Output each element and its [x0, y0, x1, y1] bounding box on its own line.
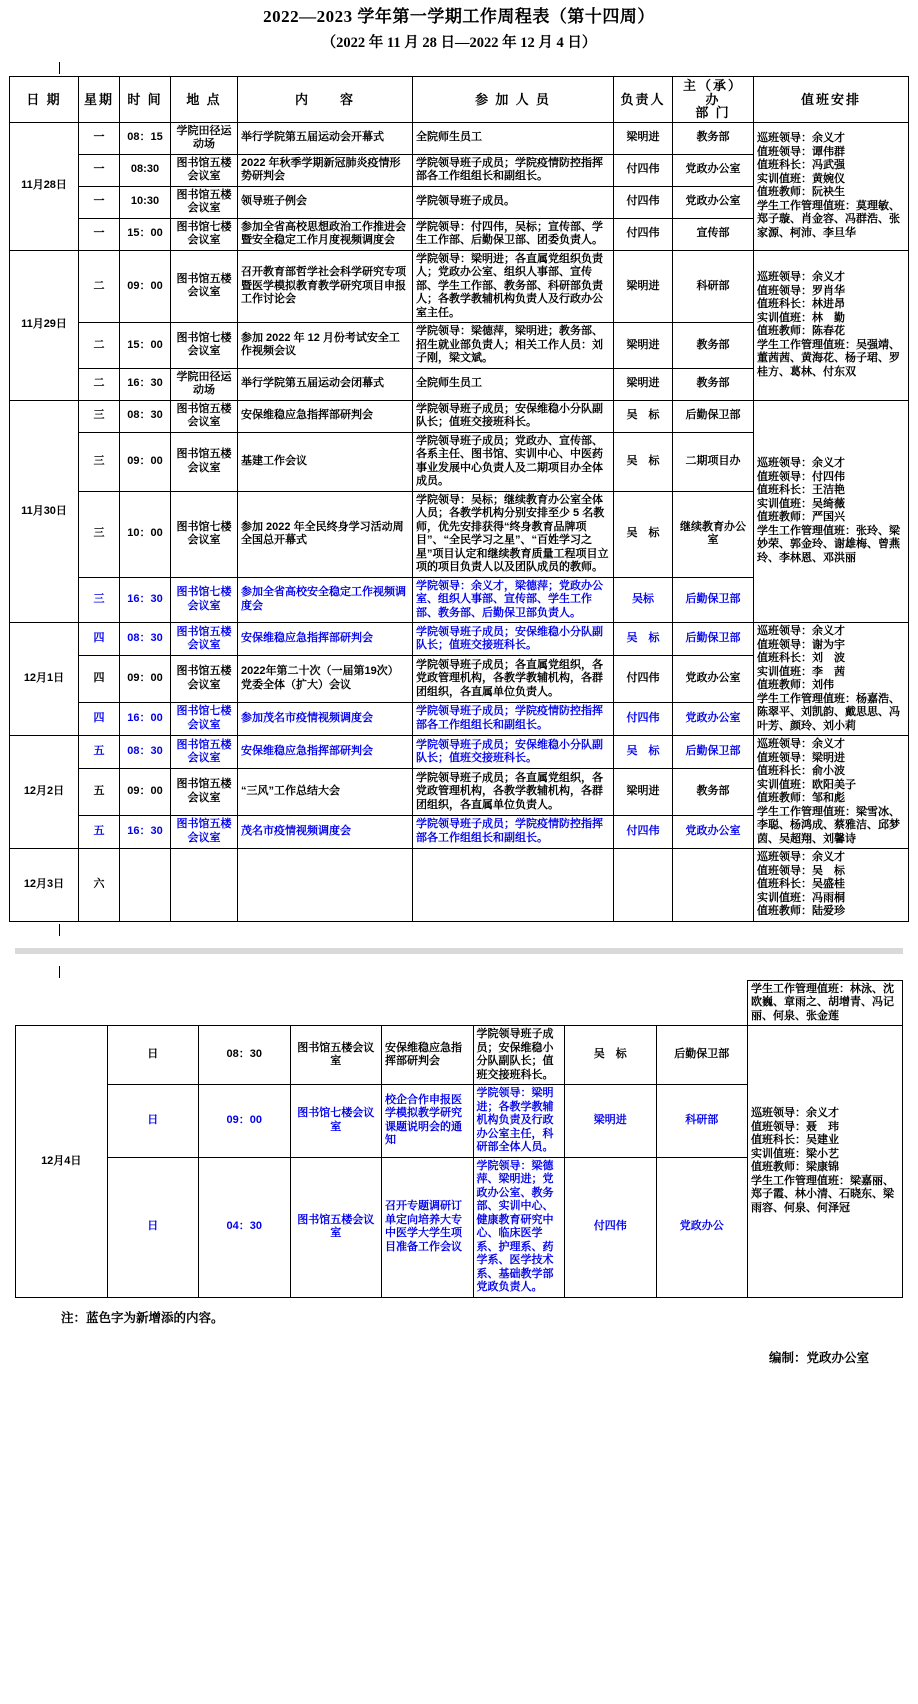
department-cell: 科研部 — [673, 250, 754, 323]
department-cell: 党政办公室 — [673, 815, 754, 848]
date-cell: 12月2日 — [10, 736, 79, 849]
content-cell: 茂名市疫情视频调度会 — [238, 815, 413, 848]
place-cell: 图书馆七楼会议室 — [171, 323, 238, 369]
date-cell: 12月3日 — [10, 849, 79, 922]
content-cell: 安保维稳应急指挥部研判会 — [238, 736, 413, 769]
table-body-part2 — [16, 980, 903, 1297]
responsible-cell: 吴 标 — [614, 400, 673, 432]
department-cell: 党政办公室 — [673, 702, 754, 735]
table-row — [10, 623, 909, 656]
participants-cell: 学院领导班子成员；学院疫情防控指挥部各工作组组长和副组长。 — [413, 702, 614, 735]
content-cell: 参加茂名市疫情视频调度会 — [238, 702, 413, 735]
place-cell: 图书馆五楼会议室 — [171, 736, 238, 769]
place-cell: 图书馆五楼会议室 — [171, 769, 238, 816]
time-cell — [120, 849, 171, 922]
table-row — [10, 736, 909, 769]
time-cell: 09：00 — [120, 769, 171, 816]
date-cell: 11月30日 — [10, 400, 79, 623]
department-cell: 科研部 — [656, 1085, 748, 1158]
table-row — [10, 400, 909, 432]
col-header-time: 时 间 — [120, 77, 171, 123]
participants-cell: 学院领导班子成员；学院疫情防控指挥部各工作组组长和副组长。 — [413, 815, 614, 848]
weekday-cell: 五 — [79, 769, 120, 816]
time-cell: 15：00 — [120, 323, 171, 369]
time-cell: 08:30 — [120, 154, 171, 186]
place-cell: 图书馆五楼会议室 — [171, 623, 238, 656]
content-cell: 召开专题调研订单定向培养大专中医学大学生项目准备工作会议 — [382, 1157, 474, 1297]
time-cell: 08：30 — [199, 1026, 291, 1085]
content-cell: 2022 年秋季学期新冠肺炎疫情形势研判会 — [238, 154, 413, 186]
place-cell — [171, 849, 238, 922]
responsible-cell: 吴标 — [614, 577, 673, 623]
col-header-weekday: 星期 — [79, 77, 120, 123]
participants-cell: 学院领导：余义才，梁德萍；党政办公室、组织人事部、宣传部、学生工作部、教务部、后勤保卫部负责人。 — [413, 577, 614, 623]
time-cell: 04：30 — [199, 1157, 291, 1297]
department-cell: 后勤保卫部 — [673, 736, 754, 769]
col-header-department: 主（承）办 部 门 — [673, 77, 754, 123]
time-cell: 08：30 — [120, 623, 171, 656]
table-row — [16, 1026, 903, 1085]
department-cell: 后勤保卫部 — [673, 400, 754, 432]
department-cell: 党政办公室 — [673, 186, 754, 218]
place-cell: 图书馆五楼会议室 — [171, 432, 238, 491]
responsible-cell: 梁明进 — [614, 250, 673, 323]
time-cell: 16：00 — [120, 702, 171, 735]
top-crop-mark-2 — [15, 966, 903, 980]
content-cell: 参加全省高校安全稳定工作视频调度会 — [238, 577, 413, 623]
weekday-cell: 二 — [79, 368, 120, 400]
time-cell: 15：00 — [120, 218, 171, 250]
responsible-cell: 梁明进 — [614, 769, 673, 816]
time-cell: 08：30 — [120, 400, 171, 432]
place-cell: 图书馆五楼会议室 — [171, 250, 238, 323]
content-cell: 参加 2022 年全民终身学习活动周全国总开幕式 — [238, 491, 413, 577]
responsible-cell: 梁明进 — [614, 323, 673, 369]
duty-cell: 巡班领导：余义才 值班领导：付四伟 值班科长：王洁艳 实训值班：吴绮薇 值班教师：严国兴 学生工作管理值班：张玲、梁妙荣、郭金玲、谢雄梅、曾燕玲、李林恩、邓洪丽 — [754, 400, 909, 623]
date-cell: 12月4日 — [16, 1026, 108, 1298]
page-subtitle: （2022 年 11 月 28 日—2022 年 12 月 4 日） — [321, 35, 597, 51]
top-crop-mark — [15, 62, 903, 76]
footnote: 注：蓝色字为新增添的内容。 — [61, 1310, 224, 1325]
time-cell: 09：00 — [199, 1085, 291, 1158]
participants-cell: 全院师生员工 — [413, 368, 614, 400]
department-cell — [673, 849, 754, 922]
weekday-cell: 日 — [107, 1026, 199, 1085]
weekday-cell: 三 — [79, 432, 120, 491]
duty-cell: 巡班领导：余义才 值班领导：谢为宇 值班科长：刘 波 实训值班：李 茜 值班教师：刘伟 学生工作管理值班：杨嘉浩、陈翠平、刘凯韵、戴思思、冯叶芳、颜玲、刘小莉 — [754, 623, 909, 736]
time-cell: 08：15 — [120, 122, 171, 154]
participants-cell: 学院领导：梁明进；各直属党组织负责人；党政办公室、组织人事部、宣传部、学生工作部、教务部、科研部负责人；各教学教辅机构负责人及行政办公室主任。 — [413, 250, 614, 323]
participants-cell: 学院领导班子成员；各直属党组织，各党政管理机构，各教学教辅机构，各群团组织，各直属单位负责人。 — [413, 656, 614, 703]
department-cell: 宣传部 — [673, 218, 754, 250]
responsible-cell: 付四伟 — [614, 186, 673, 218]
participants-cell: 学院领导班子成员；安保维稳小分队副队长；值班交接班科长。 — [413, 623, 614, 656]
col-header-content: 内 容 — [238, 77, 413, 123]
responsible-cell: 付四伟 — [614, 702, 673, 735]
time-cell: 16：30 — [120, 815, 171, 848]
department-cell: 党政办公室 — [673, 656, 754, 703]
table-body-part1 — [10, 122, 909, 921]
responsible-cell: 梁明进 — [565, 1085, 657, 1158]
department-cell: 后勤保卫部 — [673, 577, 754, 623]
responsible-cell: 付四伟 — [614, 218, 673, 250]
place-cell: 学院田径运动场 — [171, 368, 238, 400]
time-cell: 10：00 — [120, 491, 171, 577]
place-cell: 图书馆五楼会议室 — [171, 154, 238, 186]
responsible-cell: 吴 标 — [614, 736, 673, 769]
content-cell: 领导班子例会 — [238, 186, 413, 218]
content-cell: “三风”工作总结大会 — [238, 769, 413, 816]
weekday-cell: 一 — [79, 154, 120, 186]
editor-credit: 编制：党政办公室 — [768, 1350, 869, 1365]
col-header-place: 地 点 — [171, 77, 238, 123]
duty-cell: 巡班领导：余义才 值班领导：谭伟群 值班科长：冯武强 实训值班：黄婉仪 值班教师：阮袂生 学生工作管理值班：莫理敏、郑子璇、肖金容、冯群浩、张家源、柯沛、李旦华 — [754, 122, 909, 250]
place-cell: 图书馆七楼会议室 — [171, 491, 238, 577]
date-cell: 11月29日 — [10, 250, 79, 400]
weekday-cell: 二 — [79, 323, 120, 369]
carryover-duty-cell: 学生工作管理值班：林泳、沈欧巍、章雨之、胡增青、冯记丽、何泉、张金莲 — [748, 980, 903, 1026]
weekday-cell: 五 — [79, 815, 120, 848]
weekday-cell: 日 — [107, 1085, 199, 1158]
duty-cell: 巡班领导：余义才 值班领导：罗肖华 值班科长：林进昂 实训值班：林 勤 值班教师：陈春花 学生工作管理值班：吴强靖、董茜茜、黄海花、杨子珺、罗桂方、葛林、付东双 — [754, 250, 909, 400]
table-row — [10, 849, 909, 922]
department-cell: 继续教育办公室 — [673, 491, 754, 577]
department-cell: 教务部 — [673, 368, 754, 400]
department-cell: 党政办公 — [656, 1157, 748, 1297]
content-cell: 举行学院第五届运动会开幕式 — [238, 122, 413, 154]
weekday-cell: 日 — [107, 1157, 199, 1297]
weekday-cell: 三 — [79, 491, 120, 577]
place-cell: 图书馆五楼会议室 — [171, 815, 238, 848]
participants-cell: 学院领导：吴标；继续教育办公室全体人员；各教学机构分别安排至少 5 名教师，优先安排获得“终身教育品牌项目”、“全民学习之星”、“百姓学习之星”项目认定和继续教育质量工程项目立项的项目负责人以及团队成员的教师。 — [413, 491, 614, 577]
participants-cell: 学院领导：梁德萍，梁明进；教务部、招生就业部负责人；相关工作人员：刘子刚，梁文斌。 — [413, 323, 614, 369]
schedule-table-part1 — [9, 76, 909, 922]
content-cell — [238, 849, 413, 922]
header-row — [10, 77, 909, 123]
table-row — [10, 250, 909, 323]
carryover-blank — [16, 980, 748, 1026]
time-cell: 16：30 — [120, 368, 171, 400]
department-cell: 教务部 — [673, 323, 754, 369]
schedule-table-part2 — [15, 980, 903, 1298]
date-cell: 12月1日 — [10, 623, 79, 736]
weekday-cell: 四 — [79, 623, 120, 656]
content-cell: 基建工作会议 — [238, 432, 413, 491]
content-cell: 安保维稳应急指挥部研判会 — [382, 1026, 474, 1085]
duty-cell: 巡班领导：余义才 值班领导：梁明进 值班科长：俞小波 实训值班：欧阳美子 值班教师：邹和彪 学生工作管理值班：梁雪冰、李聪、杨鸿成、蔡雅洁、邱梦茵、吴超翔、刘馨诗 — [754, 736, 909, 849]
content-cell: 举行学院第五届运动会闭幕式 — [238, 368, 413, 400]
participants-cell: 全院师生员工 — [413, 122, 614, 154]
content-cell: 召开教育部哲学社会科学研究专项暨医学模拟教育教学研究项目申报工作讨论会 — [238, 250, 413, 323]
time-cell: 09：00 — [120, 432, 171, 491]
content-cell: 安保维稳应急指挥部研判会 — [238, 623, 413, 656]
place-cell: 图书馆五楼会议室 — [290, 1026, 382, 1085]
responsible-cell: 付四伟 — [614, 154, 673, 186]
responsible-cell: 吴 标 — [565, 1026, 657, 1085]
table-row — [10, 122, 909, 154]
responsible-cell: 梁明进 — [614, 368, 673, 400]
page-title: 2022—2023 学年第一学期工作周程表（第十四周） — [263, 7, 655, 26]
place-cell: 图书馆五楼会议室 — [171, 186, 238, 218]
time-cell: 10:30 — [120, 186, 171, 218]
department-cell: 党政办公室 — [673, 154, 754, 186]
duty-cell: 巡班领导：余义才 值班领导：聂 玮 值班科长：吴建业 实训值班：梁小艺 值班教师：梁康锦 学生工作管理值班：梁嘉丽、郑子霞、林小清、石晓东、梁雨容、何泉、何泽冠 — [748, 1026, 903, 1298]
department-cell: 教务部 — [673, 769, 754, 816]
time-cell: 08：30 — [120, 736, 171, 769]
responsible-cell — [614, 849, 673, 922]
content-cell: 校企合作申报医学模拟教学研究课题说明会的通知 — [382, 1085, 474, 1158]
place-cell: 图书馆七楼会议室 — [171, 702, 238, 735]
table-header — [10, 77, 909, 123]
bottom-crop-mark-1 — [15, 922, 903, 936]
date-cell: 11月28日 — [10, 122, 79, 250]
place-cell: 图书馆七楼会议室 — [290, 1085, 382, 1158]
page-break-divider — [15, 948, 903, 954]
time-cell: 09：00 — [120, 250, 171, 323]
department-cell: 后勤保卫部 — [656, 1026, 748, 1085]
weekday-cell: 五 — [79, 736, 120, 769]
carryover-duty-row — [16, 980, 903, 1026]
responsible-cell: 梁明进 — [614, 122, 673, 154]
weekday-cell: 一 — [79, 218, 120, 250]
duty-cell: 巡班领导：余义才 值班领导：吴 标 值班科长：吴盛桂 实训值班：冯雨桐 值班教师：陆爱珍 — [754, 849, 909, 922]
place-cell: 图书馆五楼会议室 — [290, 1157, 382, 1297]
participants-cell: 学院领导班子成员；学院疫情防控指挥部各工作组组长和副组长。 — [413, 154, 614, 186]
place-cell: 学院田径运动场 — [171, 122, 238, 154]
department-cell: 二期项目办 — [673, 432, 754, 491]
weekday-cell: 四 — [79, 702, 120, 735]
weekday-cell: 一 — [79, 186, 120, 218]
participants-cell: 学院领导班子成员；安保维稳小分队副队长；值班交接班科长。 — [473, 1026, 565, 1085]
participants-cell: 学院领导：梁德萍、梁明进；党政办公室、教务部、实训中心、健康教育研究中心、临床医学系、护理系、药学系、医学技术系、基础教学部党政负责人。 — [473, 1157, 565, 1297]
participants-cell: 学院领导班子成员；安保维稳小分队副队长；值班交接班科长。 — [413, 400, 614, 432]
department-cell: 教务部 — [673, 122, 754, 154]
participants-cell: 学院领导：付四伟，吴标；宣传部、学生工作部、后勤保卫部、团委负责人。 — [413, 218, 614, 250]
col-header-responsible: 负责人 — [614, 77, 673, 123]
col-header-duty: 值班安排 — [754, 77, 909, 123]
col-header-participants: 参 加 人 员 — [413, 77, 614, 123]
content-cell: 参加 2022 年 12 月份考试安全工作视频会议 — [238, 323, 413, 369]
responsible-cell: 付四伟 — [565, 1157, 657, 1297]
place-cell: 图书馆七楼会议室 — [171, 577, 238, 623]
weekday-cell: 六 — [79, 849, 120, 922]
weekday-cell: 三 — [79, 577, 120, 623]
place-cell: 图书馆七楼会议室 — [171, 218, 238, 250]
department-cell: 后勤保卫部 — [673, 623, 754, 656]
responsible-cell: 付四伟 — [614, 656, 673, 703]
weekday-cell: 一 — [79, 122, 120, 154]
responsible-cell: 吴 标 — [614, 623, 673, 656]
weekday-cell: 四 — [79, 656, 120, 703]
place-cell: 图书馆五楼会议室 — [171, 400, 238, 432]
participants-cell — [413, 849, 614, 922]
responsible-cell: 吴 标 — [614, 432, 673, 491]
participants-cell: 学院领导班子成员；各直属党组织，各党政管理机构，各教学教辅机构，各群团组织，各直属单位负责人。 — [413, 769, 614, 816]
weekday-cell: 二 — [79, 250, 120, 323]
participants-cell: 学院领导班子成员；安保维稳小分队副队长；值班交接班科长。 — [413, 736, 614, 769]
content-cell: 安保维稳应急指挥部研判会 — [238, 400, 413, 432]
col-header-date: 日 期 — [10, 77, 79, 123]
time-cell: 09：00 — [120, 656, 171, 703]
participants-cell: 学院领导：梁明进；各教学教辅机构负责及行政办公室主任，科研部全体人员。 — [473, 1085, 565, 1158]
responsible-cell: 付四伟 — [614, 815, 673, 848]
time-cell: 16：30 — [120, 577, 171, 623]
place-cell: 图书馆五楼会议室 — [171, 656, 238, 703]
content-cell: 2022年第二十次（一届第19次）党委全体（扩大）会议 — [238, 656, 413, 703]
responsible-cell: 吴 标 — [614, 491, 673, 577]
participants-cell: 学院领导班子成员。 — [413, 186, 614, 218]
content-cell: 参加全省高校思想政治工作推进会暨安全稳定工作月度视频调度会 — [238, 218, 413, 250]
participants-cell: 学院领导班子成员；党政办、宣传部、各系主任、图书馆、实训中心、中医药事业发展中心负责人及二期项目办全体成员。 — [413, 432, 614, 491]
weekday-cell: 三 — [79, 400, 120, 432]
